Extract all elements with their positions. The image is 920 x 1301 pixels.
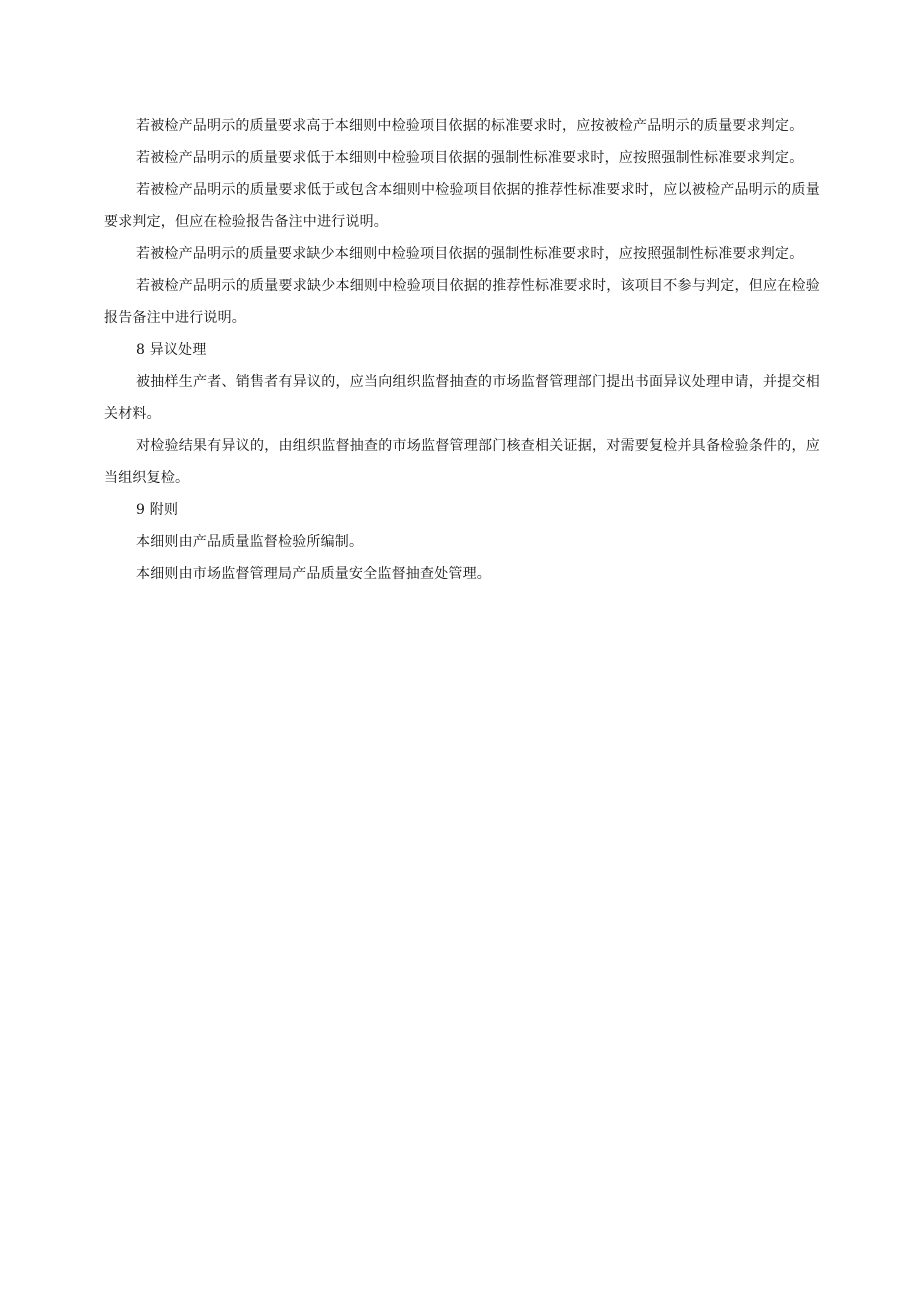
paragraph-objection-application: 被抽样生产者、销售者有异议的，应当向组织监督抽查的市场监督管理部门提出书面异议处理申请，并提交相关材料。 xyxy=(104,374,820,422)
paragraph-higher-requirement: 若被检产品明示的质量要求高于本细则中检验项目依据的标准要求时，应按被检产品明示的质量要求判定。 xyxy=(136,118,804,134)
paragraph-compiled-by: 本细则由产品质量监督检验所编制。 xyxy=(136,534,364,550)
paragraph-objection-recheck: 对检验结果有异议的，由组织监督抽查的市场监督管理部门核查相关证据，对需要复检并具备检验条件的，应当组织复检。 xyxy=(104,438,820,486)
paragraph-lower-mandatory: 若被检产品明示的质量要求低于本细则中检验项目依据的强制性标准要求时，应按照强制性标准要求判定。 xyxy=(136,150,804,166)
paragraph-managed-by: 本细则由市场监督管理局产品质量安全监督抽查处管理。 xyxy=(136,566,491,582)
paragraph-lower-recommended: 若被检产品明示的质量要求低于或包含本细则中检验项目依据的推荐性标准要求时，应以被检产品明示的质量要求判定，但应在检验报告备注中进行说明。 xyxy=(104,182,820,230)
paragraph-missing-recommended: 若被检产品明示的质量要求缺少本细则中检验项目依据的推荐性标准要求时，该项目不参与判定，但应在检验报告备注中进行说明。 xyxy=(104,278,820,326)
document-body xyxy=(104,110,820,590)
section-heading-objection: 8 异议处理 xyxy=(136,342,207,358)
section-heading-supplementary: 9 附则 xyxy=(136,502,179,518)
paragraph-missing-mandatory: 若被检产品明示的质量要求缺少本细则中检验项目依据的强制性标准要求时，应按照强制性标准要求判定。 xyxy=(136,246,804,262)
